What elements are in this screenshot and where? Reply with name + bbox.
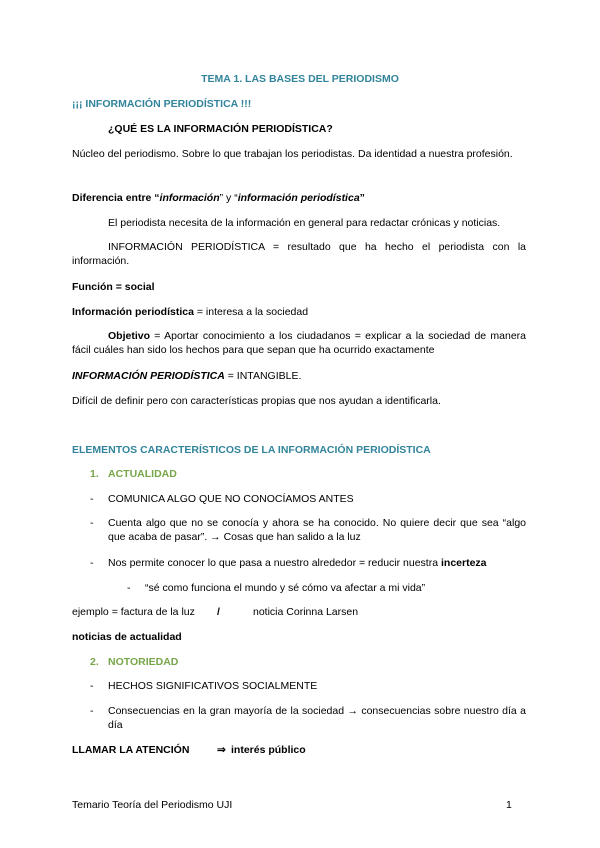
paragraph-dificil: Difícil de definir pero con características propias que nos ayudan a identificarla. xyxy=(72,395,441,407)
implies-arrow: ⇒ xyxy=(217,744,226,756)
section-heading-elementos: ELEMENTOS CARACTERÍSTICOS DE LA INFORMACIÓN PERIODÍSTICA xyxy=(72,444,431,456)
funcion-line: Función = social xyxy=(72,281,155,293)
intangible-label: INFORMACIÓN PERIODÍSTICA xyxy=(72,370,225,382)
bullet-hechos: HECHOS SIGNIFICATIVOS SOCIALMENTE xyxy=(108,680,318,692)
footer-text: Temario Teoría del Periodismo UJI xyxy=(72,799,233,811)
diferencia-mid: ” y “ xyxy=(219,192,238,204)
llamar-atencion-left: LLAMAR LA ATENCIÓN xyxy=(72,744,190,756)
bullet-comunica: COMUNICA ALGO QUE NO CONOCÍAMOS ANTES xyxy=(108,493,354,505)
bullet-cuenta: Cuenta algo que no se conocía y ahora se ha conocido. No quiere decir que sea “algo que acaba de pasar”. → Cosas que han salido a la luz xyxy=(108,517,526,543)
bullet-dash: - xyxy=(90,557,94,569)
bullet-incerteza-bold: incerteza xyxy=(440,557,487,569)
diferencia-prefix: Diferencia entre “ xyxy=(72,192,160,204)
objetivo-label: Objetivo xyxy=(108,330,151,342)
diferencia-heading xyxy=(72,191,365,205)
info-periodistica-label: Información periodística xyxy=(72,306,194,318)
ejemplo-right: noticia Corinna Larsen xyxy=(253,606,359,618)
sub-bullet-dash: - xyxy=(127,582,131,594)
bullet-consecuencias: Consecuencias en la gran mayoría de la sociedad → consecuencias sobre nuestro día a día xyxy=(108,705,526,731)
paragraph-objetivo xyxy=(72,329,526,357)
interes-publico: interés público xyxy=(231,744,306,756)
list-label-actualidad: ACTUALIDAD xyxy=(108,468,177,480)
list-number-2: 2. xyxy=(90,656,99,668)
ejemplo-separator: / xyxy=(217,606,220,618)
diferencia-term-1: información xyxy=(159,192,220,204)
page-title: TEMA 1. LAS BASES DEL PERIODISMO xyxy=(201,73,399,85)
list-label-notoriedad: NOTORIEDAD xyxy=(108,656,179,668)
objetivo-rest: = Aportar conocimiento a los ciudadanos = explicar a la sociedad de manera fácil cuáles han sido los hechos para que sepan que ha ocurrido exactamente xyxy=(72,330,526,356)
bullet-dash: - xyxy=(90,705,94,717)
list-item-notoriedad xyxy=(90,655,179,669)
bullet-dash: - xyxy=(90,517,94,529)
ejemplo-line xyxy=(72,605,195,619)
info-periodistica-rest: = interesa a la sociedad xyxy=(193,306,309,318)
info-periodistica-line xyxy=(72,305,308,319)
diferencia-suffix: ” xyxy=(359,192,365,204)
list-item-actualidad xyxy=(90,467,177,481)
ejemplo-left: ejemplo = factura de la luz xyxy=(72,606,195,618)
bullet-dash: - xyxy=(90,680,94,692)
paragraph-resultado: INFORMACIÓN PERIODÍSTICA = resultado que ha hecho el periodista con la información. xyxy=(72,241,526,267)
page-number: 1 xyxy=(506,799,512,811)
bullet-incerteza xyxy=(108,556,487,570)
list-number-1: 1. xyxy=(90,468,99,480)
question-heading: ¿QUÉ ES LA INFORMACIÓN PERIODÍSTICA? xyxy=(108,123,333,135)
paragraph-periodista: El periodista necesita de la información en general para redactar crónicas y noticias. xyxy=(108,217,501,229)
section-heading-informacion: ¡¡¡ INFORMACIÓN PERIODÍSTICA !!! xyxy=(72,98,252,110)
paragraph-nucleo: Núcleo del periodismo. Sobre lo que trabajan los periodistas. Da identidad a nuestra profesión. xyxy=(72,148,513,160)
diferencia-term-2: información periodística xyxy=(237,192,360,204)
bullet-dash: - xyxy=(90,493,94,505)
sub-bullet-quote: “sé como funciona el mundo y sé cómo va afectar a mi vida” xyxy=(145,582,426,594)
noticias-line: noticias de actualidad xyxy=(72,631,182,643)
intangible-line xyxy=(72,369,301,383)
bullet-incerteza-text: Nos permite conocer lo que pasa a nuestro alrededor = reducir nuestra xyxy=(108,557,441,569)
intangible-rest: = INTANGIBLE. xyxy=(224,370,302,382)
